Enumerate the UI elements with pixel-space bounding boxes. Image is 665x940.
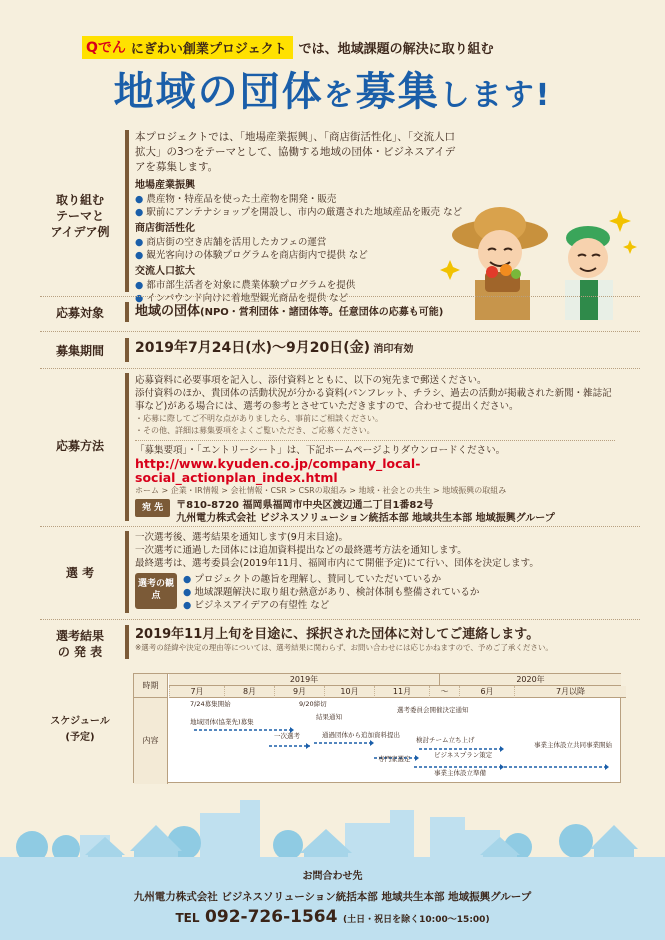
schedule-period-header: 時期 bbox=[134, 674, 168, 698]
theme-item bbox=[135, 193, 465, 206]
arrow-head-icon bbox=[370, 740, 374, 746]
method-bar bbox=[125, 373, 129, 521]
schedule-event-label: 9/20締切 bbox=[299, 700, 327, 708]
title-part-b: を bbox=[323, 78, 356, 113]
destination-org: 九州電力株式会社 ビジネスソリューション統括本部 地域共生本部 地域振興グループ bbox=[176, 513, 555, 524]
schedule-month: 10月 bbox=[324, 686, 374, 698]
viewpoint-item bbox=[183, 573, 479, 586]
page-title bbox=[0, 60, 665, 117]
schedule-event-label: 専門家選定 bbox=[378, 755, 411, 763]
viewpoint-tag: 選考の観 点 bbox=[135, 573, 177, 609]
schedule-year: 2020年 bbox=[439, 674, 621, 686]
schedule-month: 6月 bbox=[459, 686, 514, 698]
theme-group-title: 商店街活性化 bbox=[135, 223, 195, 234]
result-note: ※選考の経緯や決定の理由等については、選考結果に関わらず、お問い合わせには応じかねますので、予めご了承ください。 bbox=[135, 643, 553, 652]
brand-logo: Qでん bbox=[86, 40, 126, 56]
schedule-event-label: 7/24募集開始 bbox=[190, 700, 231, 708]
schedule-timeline bbox=[134, 674, 622, 784]
method-label: 応募方法 bbox=[55, 439, 104, 453]
schedule-month: 8月 bbox=[224, 686, 274, 698]
schedule-month: 11月 bbox=[374, 686, 429, 698]
schedule-month: 7月 bbox=[169, 686, 224, 698]
selection-viewpoints bbox=[135, 573, 615, 612]
sparkle-icon bbox=[609, 210, 631, 232]
theme-item-text: 都市部生活者を対象に農業体験プログラムを提供 bbox=[146, 280, 356, 291]
destination-text bbox=[176, 499, 555, 525]
selection-body bbox=[135, 531, 615, 612]
result-bar bbox=[125, 625, 129, 659]
destination-tag: 宛 先 bbox=[135, 499, 170, 517]
brand-line bbox=[82, 36, 494, 59]
theme-item-text: 商店街の空き店舗を活用したカフェの運営 bbox=[146, 237, 327, 248]
bullet-icon: ● bbox=[183, 600, 192, 611]
theme-group-title: 地場産業振興 bbox=[135, 180, 195, 191]
period-body bbox=[135, 341, 625, 357]
schedule-event-label: 選考委員会開催決定通知 bbox=[397, 706, 469, 714]
selection-label: 選 考 bbox=[65, 566, 95, 580]
divider bbox=[40, 619, 640, 620]
tel-number[interactable]: 092-726-1564 bbox=[205, 907, 338, 927]
bullet-icon: ● bbox=[135, 250, 147, 261]
theme-body bbox=[135, 130, 465, 305]
arrow-head-icon bbox=[500, 764, 504, 770]
footer-org: 九州電力株式会社 ビジネスソリューション統括本部 地域共生本部 地域振興グループ bbox=[133, 891, 532, 903]
theme-item-text: 農産物・特産品を使った土産物を開発・販売 bbox=[146, 194, 337, 205]
period-label: 募集期間 bbox=[55, 344, 104, 358]
selection-line: 一次選考後、選考結果を通知します(9月末目途)。 bbox=[135, 532, 348, 543]
divider bbox=[40, 331, 640, 332]
sparkle-icon bbox=[440, 260, 460, 280]
method-note: ・応募に際してご不明な点がありましたら、事前にご相談ください。 bbox=[135, 414, 383, 423]
arrow-head-icon bbox=[500, 746, 504, 752]
target-label: 応募対象 bbox=[55, 306, 104, 320]
viewpoint-item bbox=[183, 586, 479, 599]
brand-box bbox=[82, 36, 293, 59]
footer-tel-line bbox=[0, 907, 665, 927]
selection-line: 最終選考は、選考委員会(2019年11月、福岡市内にて開催予定)にて行い、団体を決定します。 bbox=[135, 558, 539, 569]
theme-groups bbox=[135, 179, 465, 305]
method-body bbox=[135, 374, 615, 525]
target-main: 地域の団体 bbox=[135, 304, 201, 319]
bullet-icon: ● bbox=[135, 237, 147, 248]
method-note: ・その他、詳細は募集要項をよくご覧いただき、ご応募ください。 bbox=[135, 426, 375, 435]
schedule-table bbox=[133, 673, 621, 783]
bullet-icon: ● bbox=[183, 587, 192, 598]
period-bar bbox=[125, 338, 129, 362]
divider bbox=[40, 296, 640, 297]
target-bar bbox=[125, 302, 129, 322]
method-path: ホーム > 企業・IR情報 > 会社情報・CSR > CSRの取組み > 地域・社会との共生 > 地域振興の取組み bbox=[135, 486, 507, 495]
schedule-event-label: 通過団体から追加資料提出 bbox=[322, 731, 400, 739]
viewpoint-item bbox=[183, 599, 479, 612]
schedule-event-label: ビジネスプラン策定 bbox=[434, 751, 493, 759]
schedule-event-label: 事業主体設立準備 bbox=[434, 769, 486, 777]
header-intro: では、地域課題の解決に取り組む bbox=[298, 42, 494, 57]
schedule-month: 9月 bbox=[274, 686, 324, 698]
theme-item-text: 観光客向けの体験プログラムを商店街内で提供 など bbox=[146, 250, 368, 261]
tel-label: TEL bbox=[175, 911, 200, 925]
arrow-head-icon bbox=[605, 764, 609, 770]
bullet-icon: ● bbox=[135, 194, 147, 205]
method-line: 応募資料に必要事項を記入し、添付資料とともに、以下の宛先まで郵送ください。 bbox=[135, 375, 487, 386]
sparkle-icon bbox=[623, 240, 637, 254]
schedule-event-label: 結果通知 bbox=[316, 713, 342, 721]
destination-address: 〒810-8720 福岡県福岡市中央区渡辺通二丁目1番82号 bbox=[176, 500, 434, 511]
method-line: 添付資料のほか、貴団体の活動状況が分かる資料(パンフレット、チラシ、過去の活動が掲載された新聞・雑誌記事など)がある場合には、選考の参考とさせていただきますので、合わせて提出ください。 bbox=[135, 388, 612, 412]
theme-item-text: 駅前にアンテナショップを開設し、市内の厳選された地域産品を販売 など bbox=[146, 207, 463, 218]
theme-item bbox=[135, 206, 465, 219]
viewpoint-text: 地域課題解決に取り組む熱意があり、検討体制も整備されているか bbox=[194, 587, 480, 598]
schedule-event-label: 検討チーム立ち上げ bbox=[416, 736, 475, 744]
bullet-icon: ● bbox=[135, 293, 147, 304]
title-part-d: します! bbox=[439, 78, 552, 113]
viewpoint-text: プロジェクトの趣旨を理解し、賛同していただいているか bbox=[194, 574, 442, 585]
schedule-content-header: 内容 bbox=[134, 698, 168, 784]
tel-hours: (土日・祝日を除く10:00〜15:00) bbox=[343, 915, 490, 925]
schedule-month: 〜 bbox=[429, 686, 459, 698]
bullet-icon: ● bbox=[135, 207, 147, 218]
footer bbox=[0, 857, 665, 940]
theme-label: 取り組む テーマと アイデア例 bbox=[50, 193, 110, 239]
result-body bbox=[135, 628, 635, 654]
theme-item bbox=[135, 279, 465, 292]
schedule-year: 2019年 bbox=[169, 674, 439, 686]
footer-heading: お問合わせ先 bbox=[302, 871, 363, 882]
method-destination bbox=[135, 499, 615, 525]
schedule-month: 7月以降 bbox=[514, 686, 626, 698]
brand-name: にぎわい創業プロジェクト bbox=[130, 41, 287, 57]
schedule-label: スケジュール (予定) bbox=[50, 716, 110, 743]
arrow-head-icon bbox=[415, 755, 419, 761]
theme-item bbox=[135, 249, 465, 262]
bullet-icon: ● bbox=[135, 280, 147, 291]
theme-intro: 本プロジェクトでは、「地場産業振興」、「商店街活性化」、「交流人口拡大」の3つをテーマとして、協働する地域の団体・ビジネスアイデアを募集します。 bbox=[135, 131, 456, 173]
farmers-illustration bbox=[440, 200, 640, 320]
header bbox=[0, 0, 665, 125]
theme-group-title: 交流人口拡大 bbox=[135, 266, 195, 277]
title-part-c: 募集 bbox=[355, 69, 440, 115]
divider bbox=[40, 526, 640, 527]
result-label: 選考結果 の 発 表 bbox=[55, 629, 104, 659]
theme-bar bbox=[125, 130, 129, 292]
schedule-event-label: 地域団体(協業先)募集 bbox=[190, 718, 254, 726]
method-url-link[interactable]: http://www.kyuden.co.jp/company_local-social_actionplan_index.html bbox=[135, 456, 421, 485]
arrow-head-icon bbox=[306, 743, 310, 749]
target-body bbox=[135, 305, 625, 320]
target-note: (NPO・営利団体・諸団体等。任意団体の応募も可能) bbox=[200, 307, 444, 318]
period-text: 2019年7月24日(水)〜9月20日(金) bbox=[135, 340, 371, 356]
period-note: 消印有効 bbox=[373, 344, 414, 355]
selection-bar bbox=[125, 531, 129, 613]
schedule-event-label: 一次選考 bbox=[274, 732, 300, 740]
bullet-icon: ● bbox=[183, 574, 192, 585]
viewpoint-list bbox=[183, 573, 479, 612]
theme-item bbox=[135, 236, 465, 249]
selection-line: 一次選考に通過した団体には追加資料提出などの最終選考方法を通知します。 bbox=[135, 545, 467, 556]
title-part-a: 地域の団体 bbox=[113, 69, 324, 115]
result-text: 2019年11月上旬を目途に、採択された団体に対してご連絡します。 bbox=[135, 627, 540, 642]
divider bbox=[40, 368, 640, 369]
theme-item-text: インバウンド向けに着地型観光商品を提供 など bbox=[146, 293, 349, 304]
viewpoint-text: ビジネスアイデアの有望性 など bbox=[194, 600, 330, 611]
method-download: 「募集要項」・「エントリーシート」は、下記ホームページよりダウンロードください。 bbox=[135, 440, 615, 457]
schedule-event-label: 事業主体設立共同事業開始 bbox=[534, 741, 612, 749]
